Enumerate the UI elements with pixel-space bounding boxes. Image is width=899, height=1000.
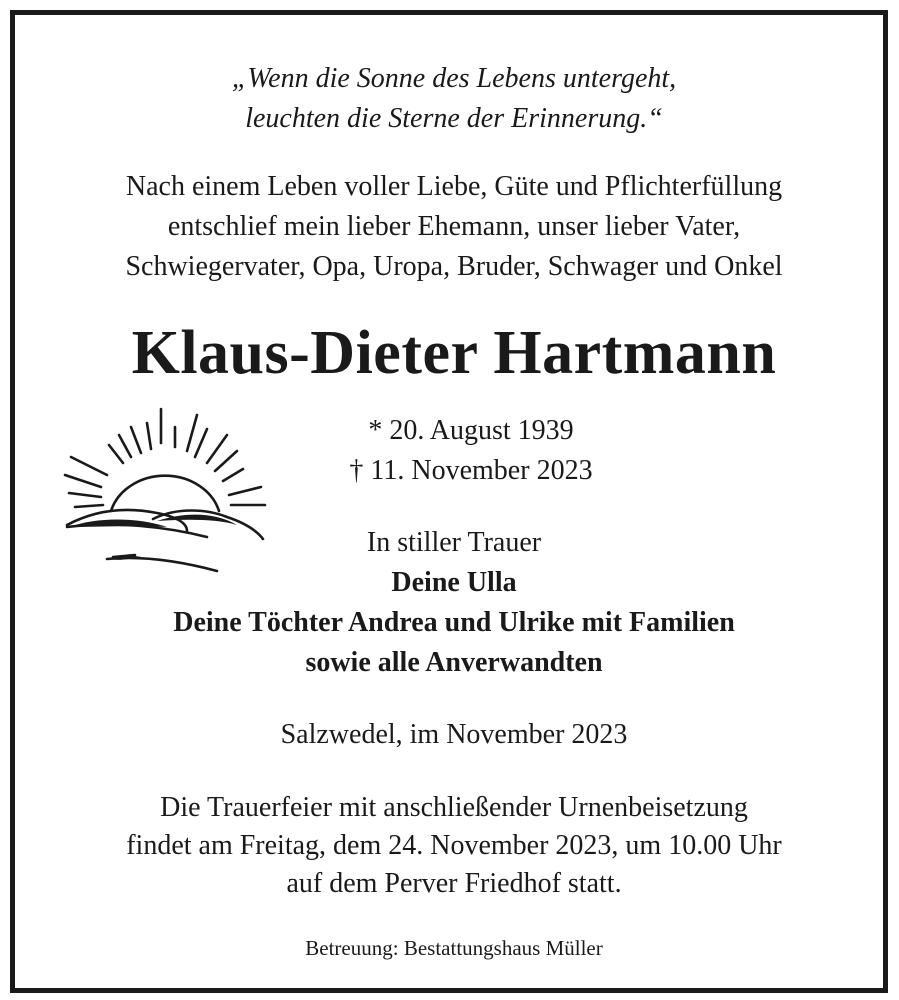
- birth-date: * 20. August 1939: [368, 415, 574, 446]
- intro-line-2: entschlief mein lieber Ehemann, unser lieber Vater,: [167, 211, 741, 242]
- quote-line-1: „Wenn die Sonne des Lebens untergeht,: [231, 63, 677, 94]
- obituary-frame: [10, 10, 888, 993]
- life-dates: [311, 411, 631, 491]
- funeral-home: Betreuung: Bestattungshaus Müller: [305, 936, 603, 960]
- service-line-3: auf dem Perver Friedhof statt.: [286, 868, 622, 899]
- mourner-daughters: Deine Töchter Andrea und Ulrike mit Familien: [173, 607, 735, 638]
- mourner-wife: Deine Ulla: [391, 567, 517, 598]
- quote-line-2: leuchten die Sterne der Erinnerung.“: [245, 103, 663, 134]
- service-line-2: findet am Freitag, dem 24. November 2023, um 10.00 Uhr: [126, 830, 782, 861]
- mourners-block: [15, 523, 893, 683]
- death-date: † 11. November 2023: [349, 455, 593, 486]
- mourning-intro: In stiller Trauer: [366, 527, 542, 558]
- memorial-quote: [15, 59, 893, 139]
- intro-text: [15, 167, 893, 287]
- intro-line-1: Nach einem Leben voller Liebe, Güte und Pflichterfüllung: [125, 171, 783, 202]
- place-date: Salzwedel, im November 2023: [280, 719, 628, 750]
- intro-line-3: Schwiegervater, Opa, Uropa, Bruder, Schwager und Onkel: [125, 251, 783, 282]
- service-line-1: Die Trauerfeier mit anschließender Urnenbeisetzung: [160, 792, 748, 823]
- deceased-name: Klaus-Dieter Hartmann: [131, 319, 777, 387]
- mourner-relatives: sowie alle Anverwandten: [305, 647, 603, 678]
- service-info: [15, 789, 893, 903]
